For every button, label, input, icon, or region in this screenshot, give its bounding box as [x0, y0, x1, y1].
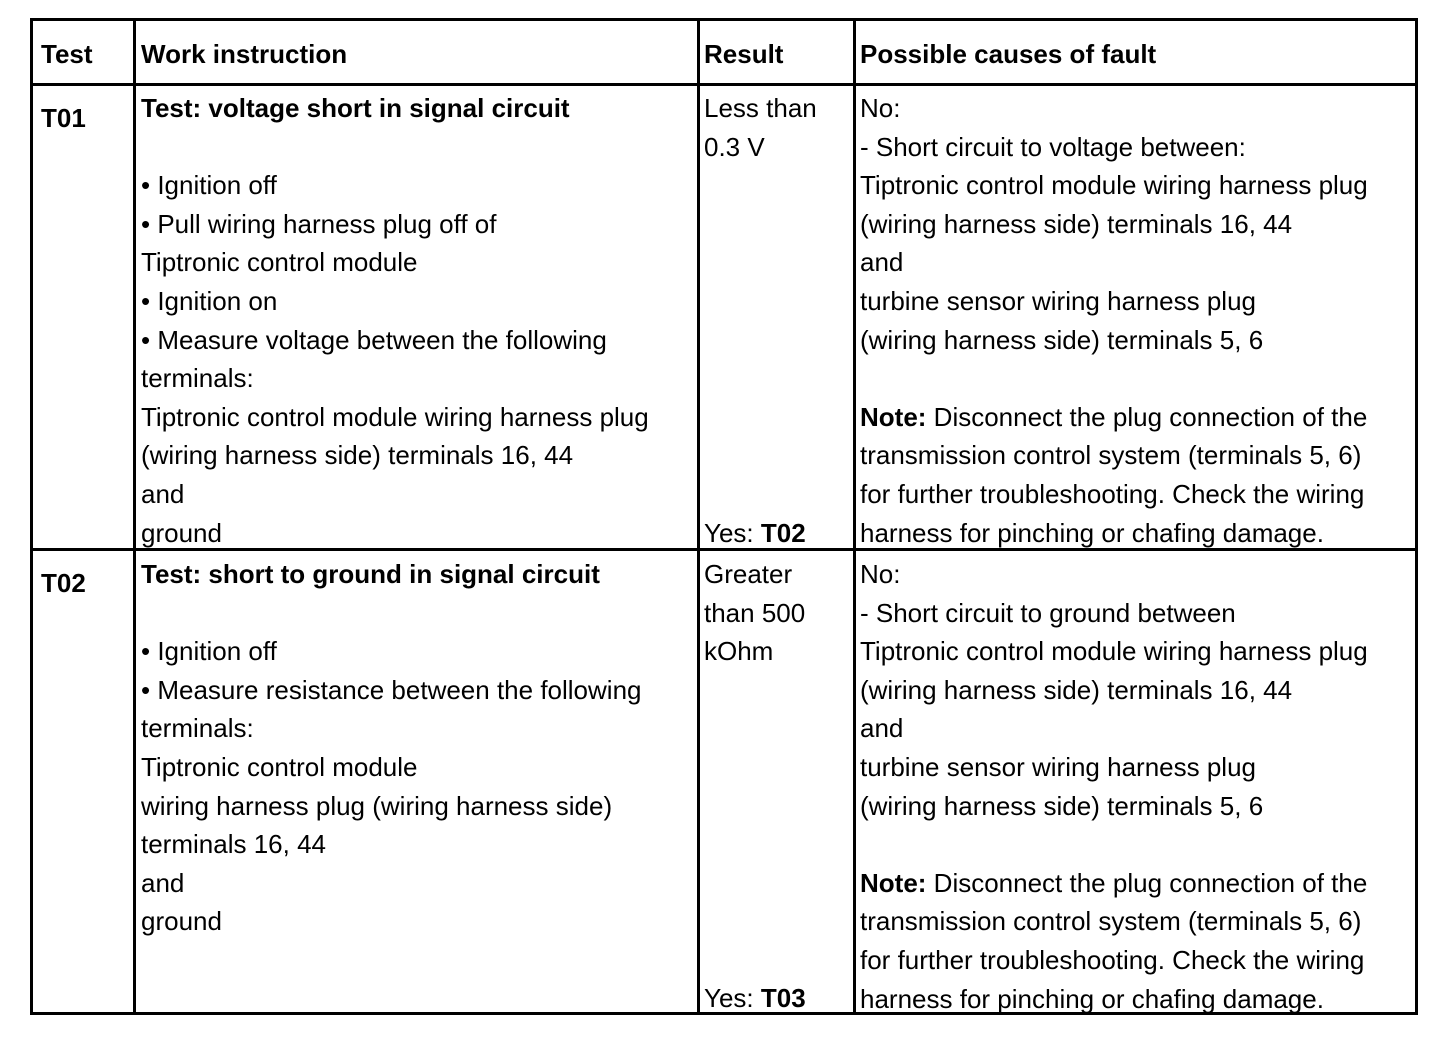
instruction-line: and	[141, 478, 185, 509]
column-divider	[133, 21, 136, 1012]
causes-cell	[860, 89, 1368, 552]
header-result: Result	[704, 39, 784, 69]
instruction-line: • Ignition off	[141, 170, 277, 201]
result-line: Greater	[704, 559, 793, 589]
test-title: Test: voltage short in signal circuit	[141, 93, 570, 123]
result-line: than 500	[704, 597, 806, 628]
cause-line: - Short circuit to voltage between:	[860, 131, 1246, 162]
note-label: Note:	[860, 401, 927, 432]
note-line	[860, 864, 1368, 903]
spacer	[860, 359, 1368, 398]
cause-line: (wiring harness side) terminals 16, 44	[860, 674, 1293, 705]
instruction-line: terminals 16, 44	[141, 829, 326, 860]
note-line: transmission control system (terminals 5, 6)	[860, 440, 1362, 471]
instruction-line: wiring harness plug (wiring harness side)	[141, 790, 613, 821]
fault-table	[30, 18, 1418, 1015]
instruction-line: ground	[141, 906, 222, 937]
cause-line: turbine sensor wiring harness plug	[860, 751, 1256, 782]
result-yes	[704, 979, 806, 1018]
result-line: kOhm	[704, 636, 774, 667]
note-line: for further troubleshooting. Check the wiring	[860, 478, 1365, 509]
header-test: Test	[41, 39, 93, 69]
result-line: Less than	[704, 93, 817, 123]
instruction-line: • Pull wiring harness plug off of	[141, 208, 497, 239]
instruction-line: Tiptronic control module wiring harness plug	[141, 401, 649, 432]
instruction-line: Tiptronic control module	[141, 247, 418, 278]
result-yes	[704, 514, 806, 553]
spacer	[141, 594, 642, 633]
cause-line: No:	[860, 559, 901, 589]
spacer	[860, 825, 1368, 864]
instruction-line: ground	[141, 517, 222, 548]
cause-line: No:	[860, 93, 901, 123]
cause-line: (wiring harness side) terminals 5, 6	[860, 324, 1264, 355]
note-label: Note:	[860, 867, 927, 898]
instruction-line: Tiptronic control module	[141, 751, 418, 782]
instruction-line: • Ignition off	[141, 636, 277, 667]
yes-label: Yes:	[704, 518, 761, 548]
row-divider	[33, 83, 1415, 86]
instruction-line: • Measure resistance between the following	[141, 674, 642, 705]
instruction-line: • Measure voltage between the following	[141, 324, 607, 355]
yes-label: Yes:	[704, 983, 761, 1013]
cause-line: Tiptronic control module wiring harness plug	[860, 170, 1368, 201]
cause-line: turbine sensor wiring harness plug	[860, 285, 1256, 316]
column-divider	[853, 21, 856, 1012]
causes-cell	[860, 555, 1368, 1018]
note-line: harness for pinching or chafing damage.	[860, 983, 1324, 1014]
note-line	[860, 398, 1368, 437]
work-instruction-cell	[141, 89, 649, 552]
instruction-line: terminals:	[141, 713, 254, 744]
note-line: for further troubleshooting. Check the wiring	[860, 944, 1365, 975]
header-work-instruction: Work instruction	[141, 39, 348, 69]
next-test-link[interactable]: T02	[760, 518, 806, 548]
note-text: Disconnect the plug connection of the	[926, 401, 1368, 432]
test-id: T02	[41, 568, 86, 598]
header-causes: Possible causes of fault	[860, 39, 1157, 69]
note-text: Disconnect the plug connection of the	[926, 867, 1368, 898]
result-cell	[704, 555, 805, 671]
cause-line: - Short circuit to ground between	[860, 597, 1236, 628]
instruction-line: and	[141, 867, 185, 898]
note-line: transmission control system (terminals 5, 6)	[860, 906, 1362, 937]
cause-line: and	[860, 713, 904, 744]
column-divider	[697, 21, 700, 1012]
cause-line: (wiring harness side) terminals 5, 6	[860, 790, 1264, 821]
result-line: 0.3 V	[704, 131, 765, 162]
next-test-link[interactable]: T03	[760, 983, 806, 1013]
work-instruction-cell	[141, 555, 642, 941]
instruction-line: (wiring harness side) terminals 16, 44	[141, 440, 574, 471]
spacer	[141, 128, 649, 167]
note-line: harness for pinching or chafing damage.	[860, 517, 1324, 548]
test-id: T01	[41, 103, 86, 133]
cause-line: Tiptronic control module wiring harness plug	[860, 636, 1368, 667]
cause-line: (wiring harness side) terminals 16, 44	[860, 208, 1293, 239]
instruction-line: • Ignition on	[141, 285, 278, 316]
test-title: Test: short to ground in signal circuit	[141, 559, 600, 589]
instruction-line: terminals:	[141, 363, 254, 394]
cause-line: and	[860, 247, 904, 278]
result-cell	[704, 89, 817, 166]
